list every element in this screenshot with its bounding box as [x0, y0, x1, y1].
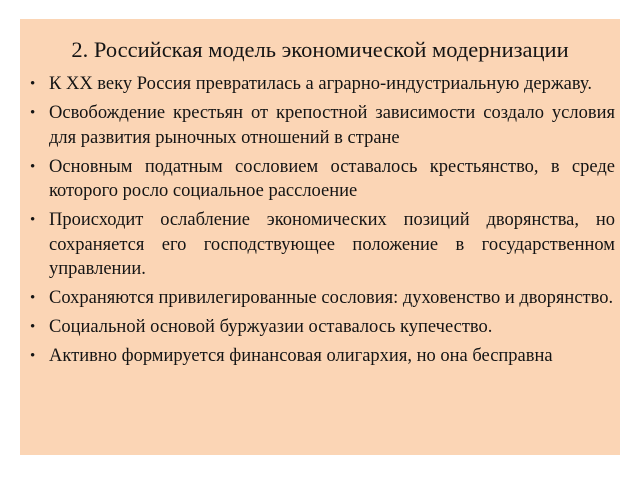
- bullet-text: Сохраняются привилегированные сословия: духовенство и дворянство.: [49, 288, 614, 308]
- bullet-item: [20, 286, 620, 311]
- slide-title: 2. Российская модель экономической модернизации: [71, 37, 569, 62]
- bullet-item: [20, 72, 620, 97]
- bullet-dot-icon: •: [30, 76, 36, 92]
- slide-content-box: [20, 19, 620, 455]
- bullet-text: Освобождение крестьян от крепостной зависимости создало условия для развития рыночных отношений в стране: [49, 103, 615, 148]
- bullet-text: Основным податным сословием оставалось крестьянство, в среде которого росло социальное расслоение: [49, 156, 615, 201]
- bullet-dot-icon: •: [30, 158, 36, 175]
- bullet-dot-icon: •: [30, 348, 36, 364]
- bullet-item: [20, 208, 620, 282]
- bullet-text: Социальной основой буржуазии оставалось купечество.: [49, 317, 493, 337]
- bullet-item: [20, 101, 620, 150]
- bullet-list: [20, 72, 620, 373]
- bullet-dot-icon: •: [30, 290, 36, 306]
- bullet-item: [20, 315, 620, 340]
- bullet-text: К XX веку Россия превратилась а аграрно-индустриальную державу.: [49, 74, 592, 94]
- bullet-dot-icon: •: [30, 212, 36, 228]
- bullet-text: Активно формируется финансовая олигархия, но она бесправна: [49, 346, 553, 366]
- bullet-dot-icon: •: [30, 105, 36, 121]
- bullet-item: [20, 344, 620, 369]
- bullet-item: [20, 155, 620, 204]
- bullet-dot-icon: •: [30, 319, 36, 335]
- bullet-text: Происходит ослабление экономических позиций дворянства, но сохраняется его господствующее положение в государственном управлении.: [49, 210, 615, 279]
